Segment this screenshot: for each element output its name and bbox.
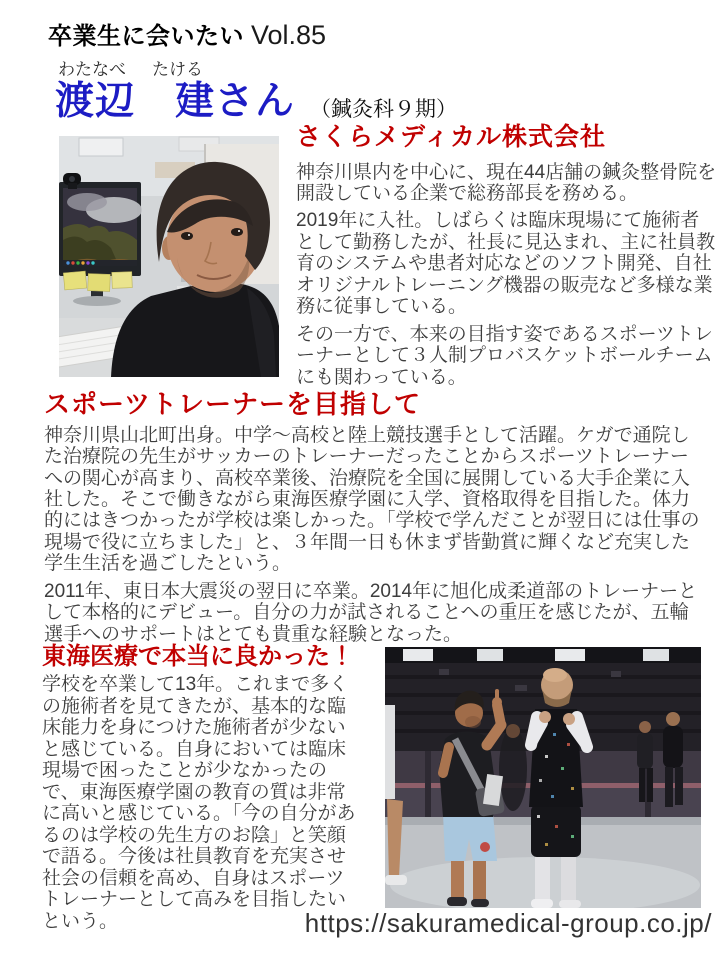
volume-label: Vol.85 [251, 20, 327, 50]
trainer-paragraph: 2011年、東日本大震災の翌日に卒業。2014年に旭化成柔道部のトレーナーとして本格的にデビュー。自分の力が試されることへの重圧を感じたが、五輪選手へのサポートはとても貴重な経験となった。 [44, 580, 698, 645]
section-school [42, 644, 363, 938]
graduate-name: 渡辺 建さん [55, 80, 296, 123]
portrait-illustration [59, 136, 279, 377]
gym-illustration [385, 647, 701, 908]
section-trainer [44, 390, 702, 651]
furigana-given: たける [152, 60, 203, 79]
school-paragraph: 学校を卒業して13年。これまで多くの施術者を見てきたが、基本的な臨床能力を身につけた施術者が少ないと感じている。自身においては臨床現場で困ったことが少なかったので、東海医療学園の教育の質は非常に高いと感じている。「今の自分があるのは学校の先生方のお陰」と笑顔で語る。今後は社員教育を充実させ社会の信頼を高め、自身はスポーツトレーナーとして高みを目指したいという。 [42, 674, 356, 932]
company-paragraph: 神奈川県内を中心に、現在44店舗の鍼灸整骨院を開設している企業で総務部長を務める。 [296, 161, 717, 204]
company-paragraph: 2019年に入社。しばらくは臨床現場にて施術者として勤務したが、社長に見込まれ、主に社員教育のシステムや患者対応などのソフト開発、自社オリジナルトレーニング機器の販売など多様な業務に従事している。 [296, 210, 716, 318]
company-heading: さくらメディカル株式会社 [296, 123, 607, 151]
page-header [48, 16, 326, 51]
portrait-photo [59, 136, 279, 377]
series-title: 卒業生に会いたい [48, 23, 244, 50]
school-heading: 東海医療で本当に良かった！ [42, 643, 354, 670]
trainer-heading: スポーツトレーナーを目指して [44, 389, 421, 419]
gym-photo [385, 647, 701, 908]
trainer-paragraph: 神奈川県山北町出身。中学～高校と陸上競技選手として活躍。ケガで通院した治療院の先生がサッカーのトレーナーだったことからスポーツトレーナーへの関心が高まり、高校卒業後、治療院を全国に展開している大手企業に入社した。そこで働きながら東海医療学園に入学、資格取得を目指した。体力的にはきつかったが学校は楽しかった。「学校で学んだことが翌日には仕事の現場で役に立ちました」と、３年間一日も休まず皆勤賞に輝くなど充実した学生生活を過ごしたという。 [44, 424, 700, 575]
furigana-family: わたなべ [58, 60, 126, 79]
class-note: （鍼灸科９期） [310, 98, 457, 121]
company-paragraph: その一方で、本来の目指す姿であるスポーツトレーナーとして３人制プロバスケットボールチームにも関わっている。 [296, 323, 713, 388]
section-company [296, 124, 717, 394]
company-url: https://sakuramedical-group.co.jp/ [304, 908, 712, 938]
